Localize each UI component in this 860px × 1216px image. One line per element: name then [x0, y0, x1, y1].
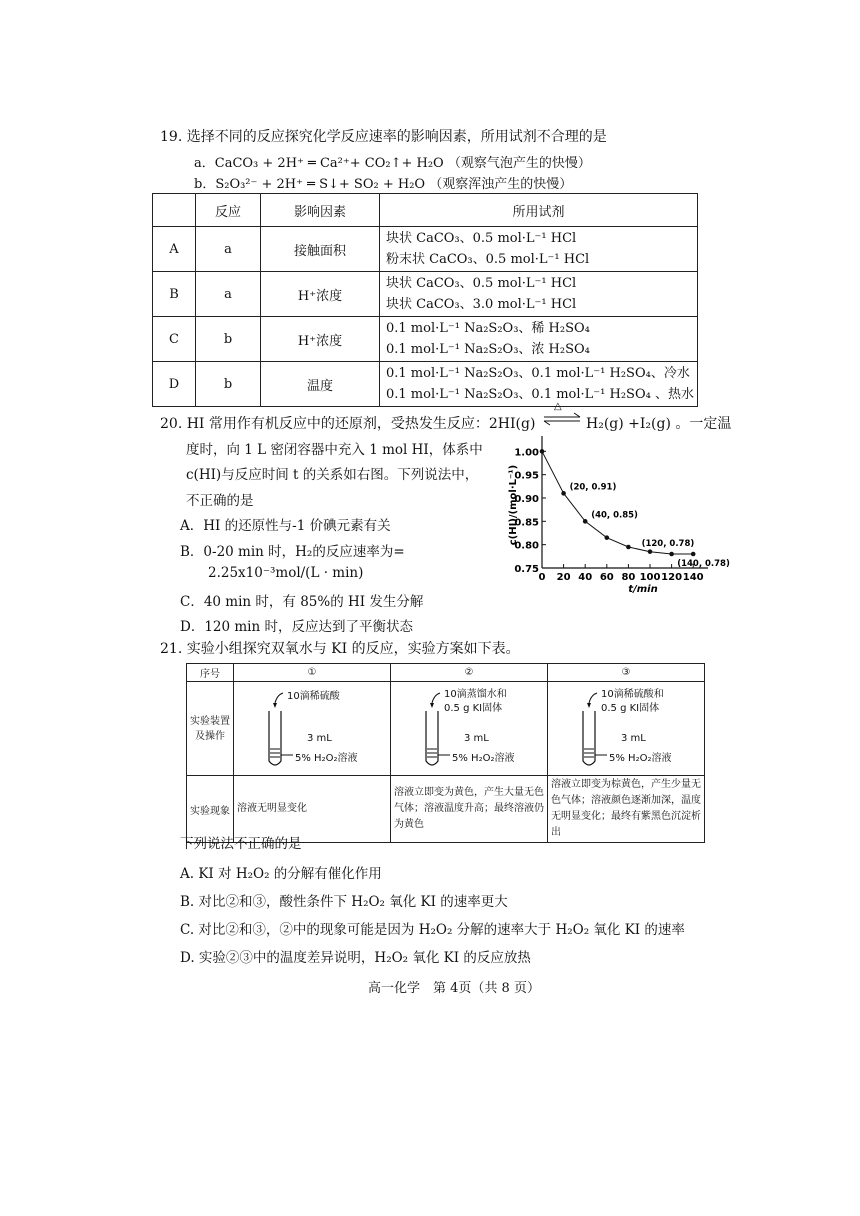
q19-row-reagents: [380, 272, 698, 317]
q20-option-b-value: 2.25x10⁻³mol/(L · min): [208, 565, 364, 581]
q21-prompt: 下列说法不正确的是: [180, 836, 302, 852]
q21-header-row: [187, 664, 705, 682]
reagent-added-label: 0.5 g KI固体: [601, 703, 660, 714]
q20-line1: 20. HI 常用作有机反应中的还原剂，受热发生反应：2HI(g): [160, 416, 536, 432]
q20-line3: c(HI)与反应时间 t 的关系如右图。下列说法中，: [186, 467, 479, 483]
data-point: [626, 545, 631, 550]
q21-col-1: ①: [234, 664, 391, 682]
y-tick-label: 0.95: [514, 470, 539, 482]
q19-header-reaction: 反应: [196, 194, 261, 227]
q19-stem: 19. 选择不同的反应探究化学反应速率的影响因素，所用试剂不合理的是: [160, 129, 607, 145]
q21-setup-row: [187, 682, 705, 776]
q21-observation-label: 实验现象: [187, 776, 234, 843]
x-axis-label: t/min: [628, 584, 658, 595]
q20-equation-tail: H₂(g) +I₂(g) 。一定温: [586, 416, 732, 432]
equilibrium-arrow: [540, 401, 584, 430]
q19-table-header: [153, 194, 698, 227]
point-annotation: (40, 0.85): [591, 510, 638, 521]
q19-header-blank: [153, 194, 196, 227]
q19-row-factor: 接触面积: [261, 227, 380, 272]
reagent-line: 块状 CaCO₃、0.5 mol·L⁻¹ HCl: [386, 276, 577, 291]
q19-row-reagents: [380, 317, 698, 362]
y-tick-label: 0.85: [514, 517, 539, 529]
q19-row-factor: H⁺浓度: [261, 317, 380, 362]
x-tick-label: 100: [639, 572, 661, 583]
x-tick-label: 120: [661, 572, 683, 583]
volume-label: 3 mL: [621, 733, 646, 744]
y-tick-label: 0.75: [514, 564, 539, 575]
hi-concentration-chart: [486, 430, 730, 598]
q19-row-factor: H⁺浓度: [261, 272, 380, 317]
q19-header-reagents: 所用试剂: [380, 194, 698, 227]
q19-row-option: B: [153, 272, 196, 317]
q19-row-factor: 温度: [261, 362, 380, 407]
q19-table: [152, 193, 698, 407]
q21-option-d: D. 实验②③中的温度差异说明，H₂O₂ 氧化 KI 的反应放热: [180, 950, 531, 966]
q21-setup-3: [548, 682, 705, 776]
test-tube-diagram: [551, 683, 701, 771]
q21-col-2: ②: [391, 664, 548, 682]
page-footer: 高一化学 第 4页（共 8 页）: [368, 981, 540, 996]
q20-line4: 不正确的是: [186, 493, 254, 509]
data-point: [540, 449, 545, 454]
reagent-line: 0.1 mol·L⁻¹ Na₂S₂O₃、0.1 mol·L⁻¹ H₂SO₄、冷水: [386, 366, 690, 381]
volume-label: 3 mL: [307, 733, 332, 744]
solution-label: 5% H₂O₂溶液: [609, 753, 672, 764]
q21-setup-1: [234, 682, 391, 776]
data-point: [648, 549, 653, 554]
q21-col-3: ③: [548, 664, 705, 682]
q21-setup-label: [187, 682, 234, 776]
test-tube-diagram: [394, 683, 544, 771]
point-annotation: (120, 0.78): [641, 539, 695, 549]
q19-row-reaction: b: [196, 362, 261, 407]
x-tick-label: 80: [621, 572, 636, 583]
x-tick-label: 20: [556, 572, 571, 583]
q20-line2: 度时，向 1 L 密闭容器中充入 1 mol HI，体系中: [186, 442, 483, 458]
x-tick-label: 140: [682, 572, 704, 583]
reagent-line: 0.1 mol·L⁻¹ Na₂S₂O₃、浓 H₂SO₄: [386, 342, 590, 357]
q20-option-d: D．120 min 时，反应达到了平衡状态: [180, 619, 413, 635]
reagent-added-label: 10滴稀硫酸: [287, 691, 340, 702]
solution-label: 5% H₂O₂溶液: [452, 753, 515, 764]
setup-label-text: 实验装置及操作: [190, 715, 230, 742]
q20-option-c: C．40 min 时，有 85%的 HI 发生分解: [180, 594, 424, 610]
q19-row-option: C: [153, 317, 196, 362]
test-tube-diagram: [237, 683, 387, 771]
reagent-line: 块状 CaCO₃、3.0 mol·L⁻¹ HCl: [386, 297, 577, 312]
q21-observation-1: 溶液无明显变化: [234, 776, 391, 843]
q19-row-reagents: [380, 227, 698, 272]
q19-row-option: D: [153, 362, 196, 407]
reagent-added-label: 10滴蒸馏水和: [444, 689, 507, 700]
q21-observation-2: 溶液立即变为黄色，产生大量无色气体；溶液温度升高；最终溶液仍为黄色: [391, 776, 548, 843]
q19-row-option: A: [153, 227, 196, 272]
q21-table: [186, 663, 705, 843]
reagent-line: 0.1 mol·L⁻¹ Na₂S₂O₃、稀 H₂SO₄: [386, 321, 590, 336]
q21-option-b: B. 对比②和③，酸性条件下 H₂O₂ 氧化 KI 的速率更大: [180, 894, 508, 910]
q21-observation-3: 溶液立即变为棕黄色，产生少量无色气体；溶液颜色逐渐加深，温度无明显变化；最终有紫黑色沉淀析出: [548, 776, 705, 843]
q19-row-b: [153, 272, 698, 317]
q19-row-a: [153, 227, 698, 272]
x-tick-label: 60: [599, 572, 614, 583]
volume-label: 3 mL: [464, 733, 489, 744]
q21-option-a: A. KI 对 H₂O₂ 的分解有催化作用: [180, 866, 382, 882]
data-point: [583, 519, 588, 524]
solution-label: 5% H₂O₂溶液: [295, 753, 358, 764]
q21-setup-2: [391, 682, 548, 776]
x-tick-label: 40: [578, 572, 593, 583]
q19-row-reaction: b: [196, 317, 261, 362]
data-point: [669, 552, 674, 557]
reversible-arrow-icon: [540, 404, 584, 430]
q19-reaction-b: b．S₂O₃²⁻ + 2H⁺ ═ S↓+ SO₂ + H₂O （观察浑浊产生的快慢）: [194, 177, 573, 192]
q19-row-reaction: a: [196, 272, 261, 317]
data-point: [605, 535, 610, 540]
y-tick-label: 0.80: [514, 540, 539, 552]
data-point: [561, 491, 566, 496]
q19-row-reagents: [380, 362, 698, 407]
y-axis-label: c(HI)/(mol·L⁻¹): [508, 464, 519, 546]
reagent-line: 粉末状 CaCO₃、0.5 mol·L⁻¹ HCl: [386, 252, 590, 267]
point-annotation: (20, 0.91): [569, 482, 617, 493]
q19-header-factor: 影响因素: [261, 194, 380, 227]
reagent-line: 0.1 mol·L⁻¹ Na₂S₂O₃、0.1 mol·L⁻¹ H₂SO₄ 、热水: [386, 387, 694, 402]
x-tick-label: 0: [538, 572, 546, 583]
y-tick-label: 0.90: [514, 494, 539, 505]
q19-row-d: [153, 362, 698, 407]
q20-option-a: A．HI 的还原性与-1 价碘元素有关: [180, 518, 391, 534]
q19-row-c: [153, 317, 698, 362]
q21-option-c: C. 对比②和③，②中的现象可能是因为 H₂O₂ 分解的速率大于 H₂O₂ 氧化 KI 的速率: [180, 922, 685, 938]
heat-symbol: △: [554, 401, 562, 412]
y-tick-label: 1.00: [514, 447, 539, 459]
q19-row-reaction: a: [196, 227, 261, 272]
reagent-line: 块状 CaCO₃、0.5 mol·L⁻¹ HCl: [386, 231, 577, 246]
point-annotation: (140, 0.78): [677, 559, 730, 569]
q21-stem: 21. 实验小组探究双氧水与 KI 的反应，实验方案如下表。: [160, 641, 520, 657]
q20-option-b: B．0-20 min 时，H₂的反应速率为=: [180, 544, 405, 560]
reagent-added-label: 10滴稀硫酸和: [601, 689, 664, 700]
data-point: [691, 552, 696, 557]
q21-col-header: 序号: [187, 664, 234, 682]
q19-reaction-a: a．CaCO₃ + 2H⁺ ═ Ca²⁺+ CO₂↑+ H₂O （观察气泡产生的快慢）: [194, 156, 591, 171]
reagent-added-label: 0.5 g KI固体: [444, 703, 503, 714]
